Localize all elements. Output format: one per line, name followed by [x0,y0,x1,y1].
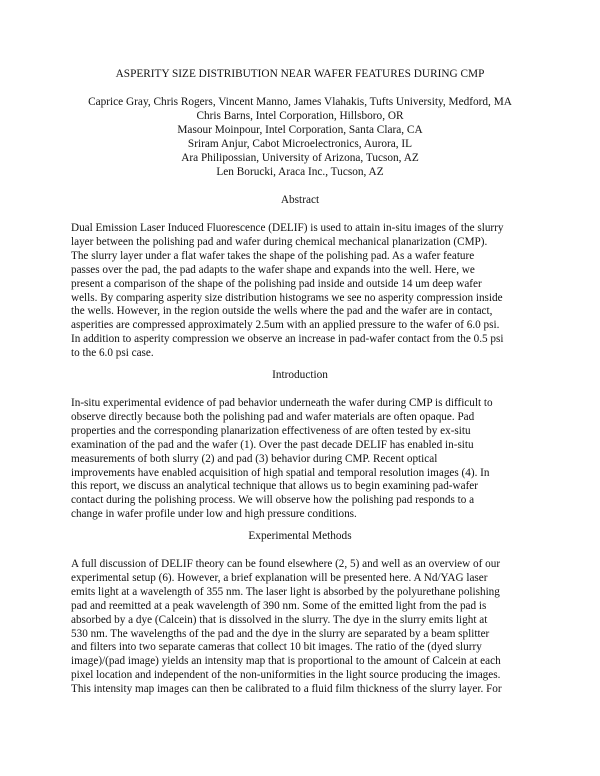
text-line: pixel location and independent of the non-uniformities in the light source producing the images. [71,669,501,682]
text-line: A full discussion of DELIF theory can be found elsewhere (2, 5) and well as an overview of our [71,558,501,570]
abstract-heading: Abstract [280,194,320,206]
text-line: image)/(pad image) yields an intensity map that is proportional to the amount of Calcein at each [71,655,501,668]
text-line: to the 6.0 psi case. [71,347,154,360]
text-line: This intensity map images can then be calibrated to a fluid film thickness of the slurry layer. For [71,683,502,696]
text-line: change in wafer profile under low and high pressure conditions. [71,508,357,521]
methods-heading: Experimental Methods [248,530,352,542]
introduction-heading: Introduction [272,369,328,381]
author-line: Len Borucki, Araca Inc., Tucson, AZ [216,165,384,178]
text-line: pad and reemitted at a peak wavelength of 390 nm. Some of the emitted light from the pad is [71,599,487,612]
text-line: passes over the pad, the pad adapts to the wafer shape and expands into the well. Here, we [71,263,475,276]
text-line: absorbed by a dye (Calcein) that is dissolved in the slurry. The dye in the slurry emits light at [71,613,488,626]
author-line: Masour Moinpour, Intel Corporation, Santa Clara, CA [177,123,423,136]
text-line: emits light at a wavelength of 355 nm. The laser light is absorbed by the polyurethane polishing [71,585,500,598]
text-line: observe directly because both the polishing pad and wafer materials are often opaque. Pad [71,410,475,423]
text-line: properties and the corresponding planarization effectiveness of are often tested by ex-situ [71,424,471,437]
text-line: asperities are compressed approximately 2.5um with an applied pressure to the wafer of 6.0 psi. [71,319,500,332]
introduction-paragraph [71,397,531,522]
text-line: The slurry layer under a flat wafer takes the shape of the polishing pad. As a wafer feature [71,249,475,262]
text-line: Dual Emission Laser Induced Fluorescence (DELIF) is used to attain in-situ images of the slurry [71,222,504,234]
text-line: this report, we discuss an analytical technique that allows us to begin examining pad-wafer [71,480,478,493]
text-line: the wells. However, in the region outside the wells where the pad and the wafer are in contact, [71,305,493,318]
text-line: 530 nm. The wavelengths of the pad and the dye in the slurry are separated by a beam splitter [71,627,490,640]
paper-title: ASPERITY SIZE DISTRIBUTION NEAR WAFER FEATURES DURING CMP [115,68,485,80]
methods-paragraph [71,558,531,697]
text-line: In addition to asperity compression we observe an increase in pad-wafer contact from the 0.5 psi [71,333,504,346]
text-line: contact during the polishing process. We will observe how the polishing pad responds to a [71,494,475,507]
abstract-paragraph [71,222,531,361]
author-line: Chris Barns, Intel Corporation, Hillsboro, OR [196,109,404,122]
text-line: layer between the polishing pad and wafer during chemical mechanical planarization (CMP). [71,235,488,248]
text-line: improvements have enabled acquisition of high spatial and temporal resolution images (4). In [71,466,490,479]
text-line: and filters into two separate cameras that collect 10 bit images. The ratio of the (dyed slurry [71,641,482,654]
text-line: present a comparison of the shape of the polishing pad inside and outside 14 um deep wafer [71,277,482,290]
text-line: In-situ experimental evidence of pad behavior underneath the wafer during CMP is difficult to [71,397,493,409]
author-line: Caprice Gray, Chris Rogers, Vincent Manno, James Vlahakis, Tufts University, Medford, MA [88,96,512,108]
text-line: wells. By comparing asperity size distribution histograms we see no asperity compression inside [71,291,503,304]
text-line: measurements of both slurry (2) and pad (3) behavior during CMP. Recent optical [71,452,438,465]
author-list [0,96,600,179]
text-line: examination of the pad and the wafer (1). Over the past decade DELIF has enabled in-situ [71,438,474,451]
author-line: Ara Philipossian, University of Arizona, Tucson, AZ [181,151,419,164]
text-line: experimental setup (6). However, a brief explanation will be presented here. A Nd/YAG laser [71,571,488,584]
author-line: Sriram Anjur, Cabot Microelectronics, Aurora, IL [187,137,413,150]
